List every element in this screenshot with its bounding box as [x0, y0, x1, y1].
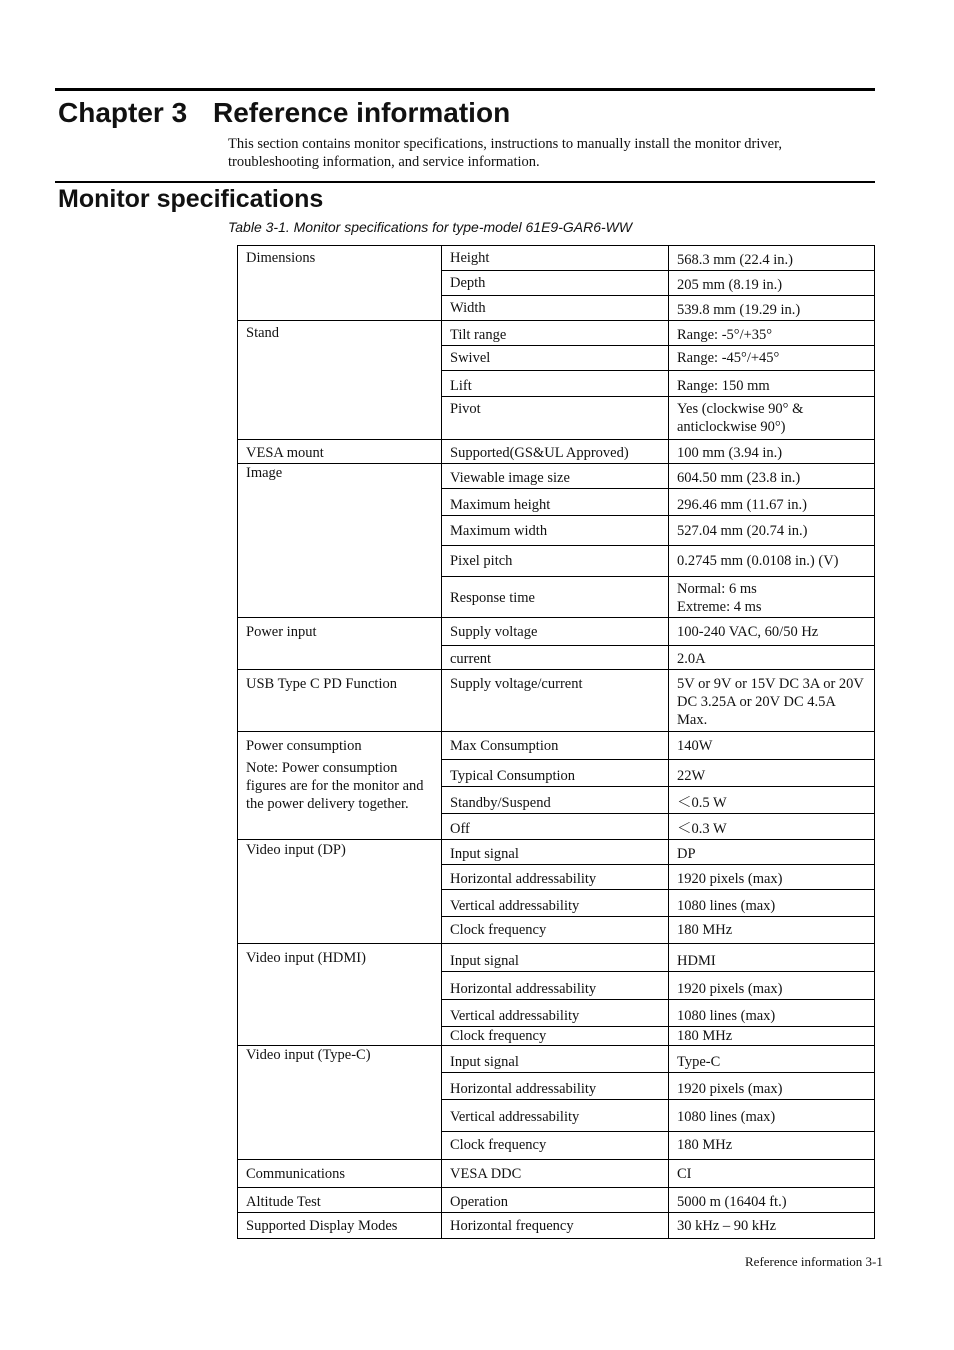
spec-value: Range: -45°/+45°: [669, 346, 875, 371]
spec-value: 539.8 mm (19.29 in.): [669, 296, 875, 321]
chapter-number: Chapter 3: [58, 97, 188, 128]
spec-value: 527.04 mm (20.74 in.): [669, 516, 875, 546]
group-label: Altitude Test: [238, 1188, 442, 1213]
spec-value: 0.2745 mm (0.0108 in.) (V): [669, 546, 875, 577]
spec-table: [237, 245, 875, 1239]
spec-name: Input signal: [442, 840, 669, 865]
section-title: Monitor specifications: [58, 185, 324, 213]
spec-name: Clock frequency: [442, 1132, 669, 1160]
table-row: [238, 670, 875, 732]
spec-name: Pixel pitch: [442, 546, 669, 577]
table-row: [238, 1213, 875, 1239]
spec-name: Horizontal addressability: [442, 972, 669, 1000]
spec-value: 100 mm (3.94 in.): [669, 440, 875, 464]
page-footer: Reference information 3-1: [745, 1254, 883, 1269]
spec-value: DP: [669, 840, 875, 865]
chapter-heading: [58, 94, 510, 132]
table-row: [238, 321, 875, 346]
spec-value: 180 MHz: [669, 917, 875, 944]
spec-value: Yes (clockwise 90° & anticlockwise 90°): [669, 397, 875, 440]
spec-name: Tilt range: [442, 321, 669, 346]
spec-name: Swivel: [442, 346, 669, 371]
spec-name: VESA DDC: [442, 1160, 669, 1188]
spec-value: Range: 150 mm: [669, 371, 875, 397]
spec-value: 1920 pixels (max): [669, 865, 875, 890]
spec-name: Vertical addressability: [442, 1100, 669, 1132]
table-caption: Table 3-1. Monitor specifications for type-model 61E9-GAR6-WW: [228, 219, 633, 235]
spec-name: Supply voltage: [442, 618, 669, 646]
spec-name: Viewable image size: [442, 464, 669, 489]
spec-name: Width: [442, 296, 669, 321]
spec-value: 205 mm (8.19 in.): [669, 271, 875, 296]
spec-name: current: [442, 646, 669, 670]
table-row: [238, 246, 875, 271]
spec-name: Horizontal addressability: [442, 865, 669, 890]
group-label: Communications: [238, 1160, 442, 1188]
spec-name: Max Consumption: [442, 732, 669, 760]
spec-name: Lift: [442, 371, 669, 397]
spec-name: Input signal: [442, 944, 669, 972]
group-label: Stand: [238, 321, 442, 440]
table-row: [238, 840, 875, 865]
spec-value: 180 MHz: [669, 1132, 875, 1160]
spec-value: 100-240 VAC, 60/50 Hz: [669, 618, 875, 646]
table-row: [238, 732, 875, 760]
spec-name: Off: [442, 814, 669, 840]
spec-name: Clock frequency: [442, 917, 669, 944]
group-label: [238, 732, 442, 840]
spec-value: 22W: [669, 760, 875, 787]
spec-value-line: Normal: 6 ms: [677, 581, 757, 597]
spec-name: Maximum width: [442, 516, 669, 546]
spec-value: 140W: [669, 732, 875, 760]
spec-name: Vertical addressability: [442, 890, 669, 917]
table-row: [238, 1160, 875, 1188]
table-row: [238, 1046, 875, 1073]
group-label: Video input (Type-C): [238, 1046, 442, 1160]
spec-name: Clock frequency: [442, 1027, 669, 1046]
chapter-top-rule: [55, 88, 875, 91]
table-row: [238, 618, 875, 646]
spec-name: Maximum height: [442, 489, 669, 516]
spec-value: 568.3 mm (22.4 in.): [669, 246, 875, 271]
spec-value: 604.50 mm (23.8 in.): [669, 464, 875, 489]
table-row: [238, 440, 875, 464]
table-row: [238, 1188, 875, 1213]
spec-name: Supply voltage/current: [442, 670, 669, 732]
group-label: Video input (HDMI): [238, 944, 442, 1046]
spec-value: CI: [669, 1160, 875, 1188]
chapter-intro: This section contains monitor specifications, instructions to manually install the monitor driver, troubleshooting information, and service information.: [228, 136, 782, 170]
spec-value: ＜0.3 W: [669, 814, 875, 840]
spec-value: 1080 lines (max): [669, 1000, 875, 1027]
group-label: VESA mount: [238, 440, 442, 464]
spec-value: 180 MHz: [669, 1027, 875, 1046]
group-note: Note: Power consumption figures are for the monitor and the power delivery together.: [246, 760, 424, 812]
group-label-text: Power consumption: [246, 738, 362, 754]
spec-value: 1920 pixels (max): [669, 972, 875, 1000]
group-label: Video input (DP): [238, 840, 442, 944]
table-row: [238, 464, 875, 489]
spec-value: [669, 577, 875, 618]
spec-name: Typical Consumption: [442, 760, 669, 787]
spec-value: Range: -5°/+35°: [669, 321, 875, 346]
spec-value: HDMI: [669, 944, 875, 972]
group-label: Image: [238, 464, 442, 618]
spec-value: 1920 pixels (max): [669, 1073, 875, 1100]
spec-name: Supported(GS&UL Approved): [442, 440, 669, 464]
spec-value: 30 kHz – 90 kHz: [669, 1213, 875, 1239]
spec-name: Height: [442, 246, 669, 271]
spec-value: 5V or 9V or 15V DC 3A or 20V DC 3.25A or 20V DC 4.5A Max.: [669, 670, 875, 732]
spec-value: 5000 m (16404 ft.): [669, 1188, 875, 1213]
group-label: Power input: [238, 618, 442, 670]
group-label: Dimensions: [238, 246, 442, 321]
spec-value: Type-C: [669, 1046, 875, 1073]
group-label: Supported Display Modes: [238, 1213, 442, 1239]
spec-name: Response time: [442, 577, 669, 618]
spec-value: 1080 lines (max): [669, 890, 875, 917]
spec-name: Vertical addressability: [442, 1000, 669, 1027]
spec-value-line: Extreme: 4 ms: [677, 599, 762, 615]
chapter-title: Reference information: [213, 97, 511, 128]
table-row: [238, 944, 875, 972]
spec-name: Horizontal addressability: [442, 1073, 669, 1100]
spec-name: Input signal: [442, 1046, 669, 1073]
spec-value: 1080 lines (max): [669, 1100, 875, 1132]
spec-name: Operation: [442, 1188, 669, 1213]
spec-value: 296.46 mm (11.67 in.): [669, 489, 875, 516]
spec-value: ＜0.5 W: [669, 787, 875, 814]
spec-name: Depth: [442, 271, 669, 296]
spec-name: Standby/Suspend: [442, 787, 669, 814]
spec-name: Horizontal frequency: [442, 1213, 669, 1239]
spec-value: 2.0A: [669, 646, 875, 670]
spec-name: Pivot: [442, 397, 669, 440]
group-label: USB Type C PD Function: [238, 670, 442, 732]
